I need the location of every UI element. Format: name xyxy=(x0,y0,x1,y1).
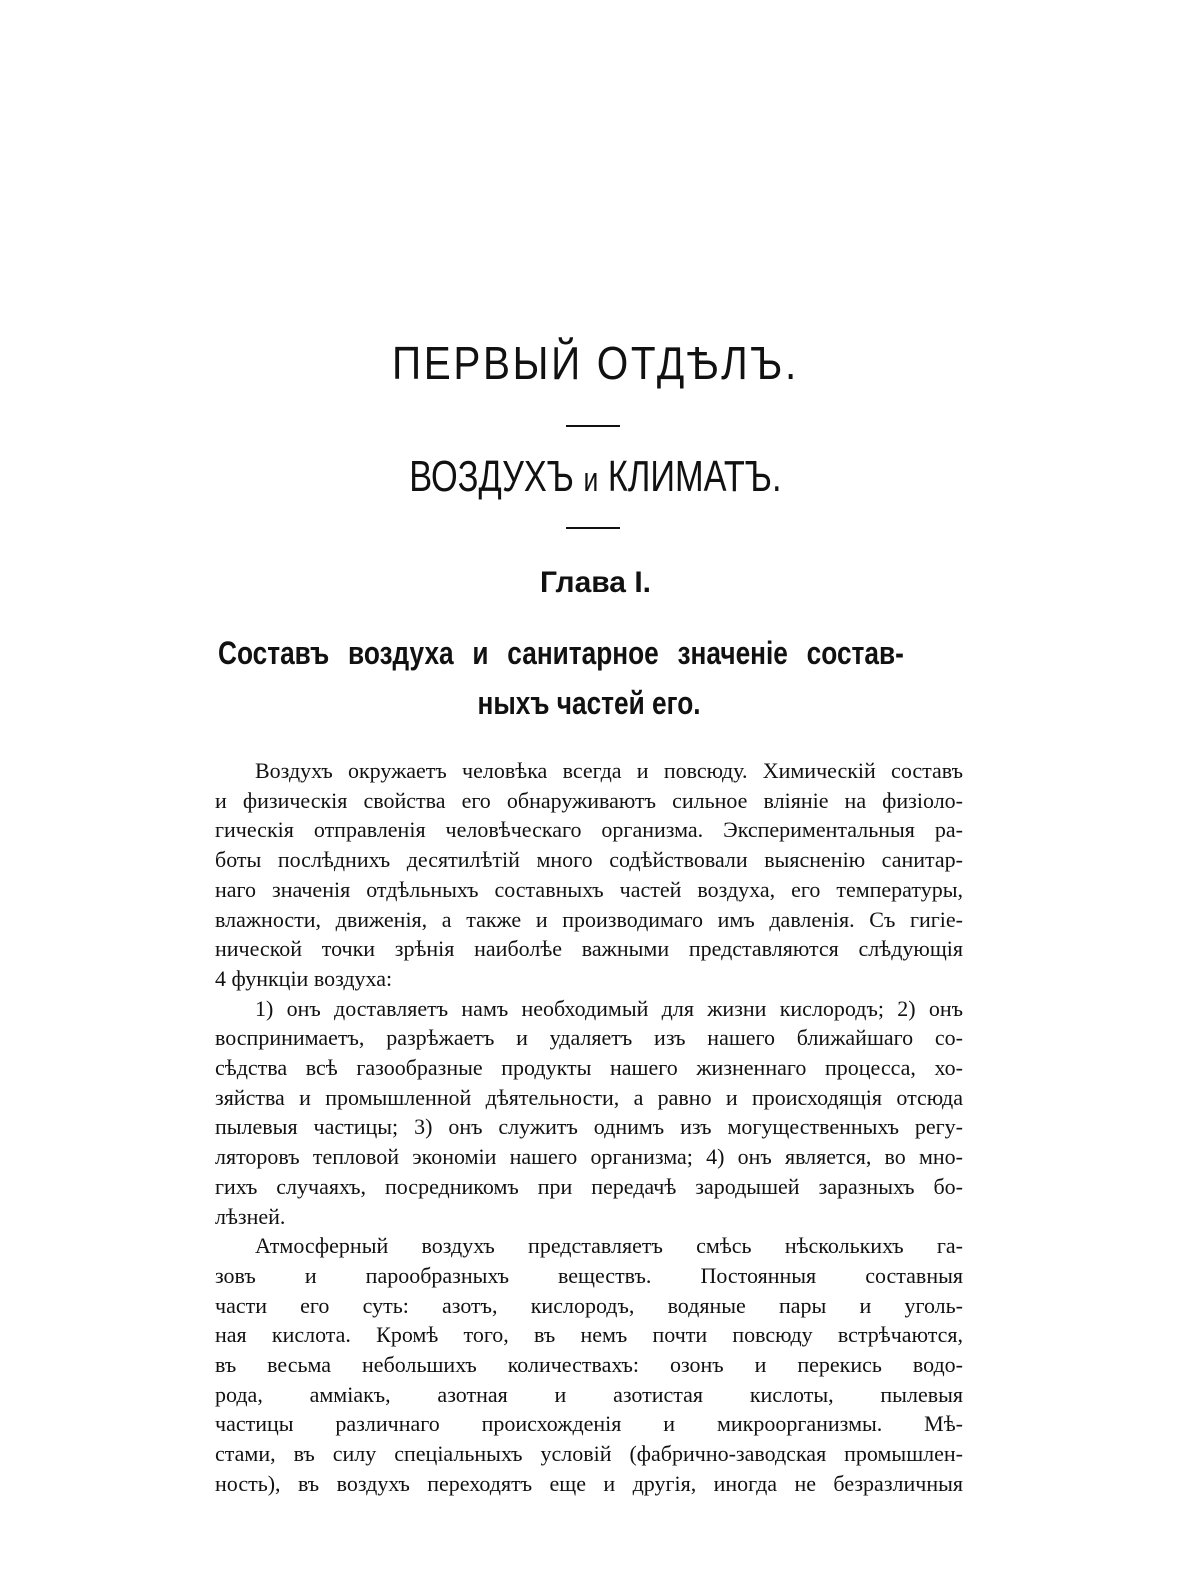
body-line: нической точки зрѣнiя наиболѣе важными представляются слѣдующiя xyxy=(215,936,963,962)
section-title-suffix: КЛИМАТЪ. xyxy=(607,452,782,501)
body-line: пылевыя частицы; 3) онъ служитъ однимъ изъ могущественныхъ регу- xyxy=(215,1114,963,1140)
chapter-heading-line: Составъ воздуха и санитарное значенiе состав- xyxy=(218,635,904,671)
body-line: гическiя отправленiя человѣческаго организма. Экспериментальныя ра- xyxy=(215,817,963,843)
part-title: ПЕРВЫЙ ОТДѢЛЪ. xyxy=(392,337,799,389)
body-line: рода, амміакъ, азотная и азотистая кислоты, пылевыя xyxy=(215,1381,963,1407)
body-line: боты послѣднихъ десятилѣтiй много содѣйствовали выясненiю санитар- xyxy=(215,847,963,873)
body-line: влажности, движенiя, а также и производимаго имъ давленiя. Съ гигiе- xyxy=(215,906,963,932)
body-line: гихъ случаяхъ, посредникомъ при передачѣ зародышей заразныхъ бо- xyxy=(215,1173,963,1199)
divider-rule xyxy=(566,425,620,427)
body-line: частицы различнаго происхожденія и микроорганизмы. Мѣ- xyxy=(215,1411,963,1437)
body-line: наго значенiя отдѣльныхъ составныхъ частей воздуха, его температуры, xyxy=(215,876,963,902)
body-line: воспринимаетъ, разрѣжаетъ и удаляетъ изъ нашего ближайшаго со- xyxy=(215,1025,963,1051)
chapter-number: Глава I. xyxy=(540,566,651,599)
chapter-heading-line: ныхъ частей его. xyxy=(477,685,701,721)
body-line: ляторовъ тепловой экономiи нашего организма; 4) онъ является, во мно- xyxy=(215,1144,963,1170)
body-line: Воздухъ окружаетъ человѣка всегда и повсюду. Химическiй составъ xyxy=(255,758,963,783)
section-title-prefix: ВОЗДУХЪ xyxy=(409,452,574,501)
body-line: зяйства и промышленной дѣятельности, а равно и происходящiя отсюда xyxy=(215,1084,963,1110)
body-line: ность), въ воздухъ переходятъ еще и другiя, иногда не безразличныя xyxy=(215,1470,963,1496)
body-line: зовъ и парообразныхъ веществъ. Постоянныя составныя xyxy=(215,1262,963,1288)
section-title-conjunction: и xyxy=(583,461,599,499)
chapter-heading xyxy=(218,628,960,728)
body-line: лѣзней. xyxy=(215,1203,286,1229)
divider-rule xyxy=(566,527,620,529)
body-line: сѣдства всѣ газообразные продукты нашего жизненнаго процесса, хо- xyxy=(215,1055,963,1081)
body-line: ная кислота. Кромѣ того, въ немъ почти повсюду встрѣчаются, xyxy=(215,1322,963,1348)
section-title xyxy=(131,452,1060,502)
body-line: въ весьма небольшихъ количествахъ: озонъ и перекись водо- xyxy=(215,1352,963,1378)
body-line: и физическiя свойства его обнаруживаютъ сильное влiянiе на физiоло- xyxy=(215,787,963,813)
body-line: 4 функцiи воздуха: xyxy=(215,965,393,991)
body-line: 1) онъ доставляетъ намъ необходимый для жизни кислородъ; 2) онъ xyxy=(255,995,963,1021)
body-line: стами, въ силу спецiальныхъ условiй (фабрично-заводская промышлен- xyxy=(215,1441,963,1467)
body-line: Атмосферный воздухъ представляетъ смѣсь нѣсколькихъ га- xyxy=(255,1233,963,1259)
body-line: части его суть: азотъ, кислородъ, водяные пары и уголь- xyxy=(215,1292,963,1318)
body-text xyxy=(215,756,963,1499)
